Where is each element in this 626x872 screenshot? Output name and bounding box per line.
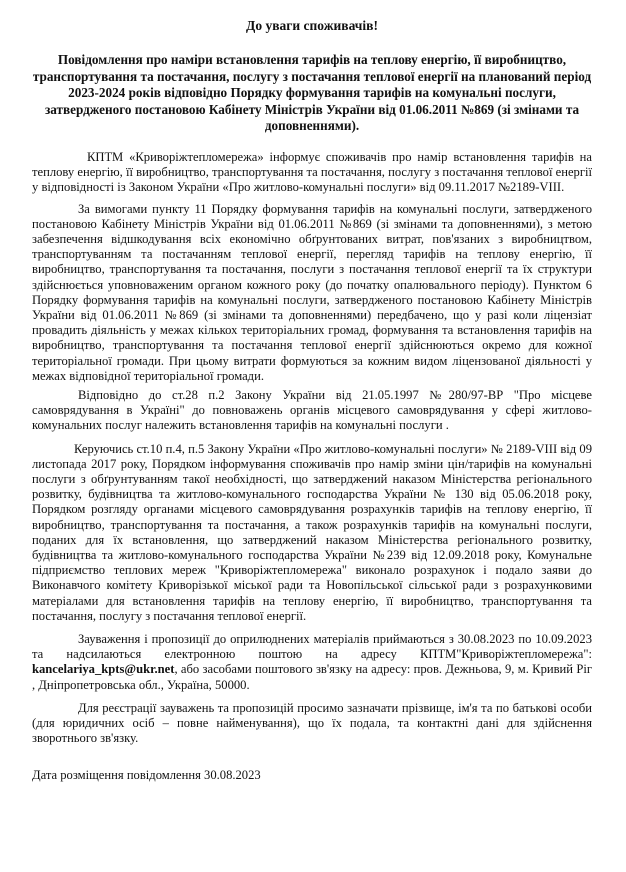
paragraph-procedure: Керуючись ст.10 п.4, п.5 Закону України «Про житлово-комунальні послуги» № 2189-VIII від 09 листопада 2017 року, Порядком інформування споживачів про намір зміни цін/тарифів на комунальні послуги з обґрунтуванням такої необхідності, що затверджений наказом Міністерства регіонального розвитку, будівництва та житлово-комунального господарства України № 130 від 05.06.2018 року, Порядком розгляду органами місцевого самоврядування розрахунків тарифів на теплову енергію, її виробництво, транспортування та постачання, а також розрахунків тарифів на комунальні послуги, поданих для їх встановлення, що затверджений наказом Міністерства регіонального розвитку, будівництва та житлово-комунального господарства України №239 від 12.09.2018 року, Комунальне підприємство теплових мереж "Криворіжтепломережа" виконало розрахунок і подало заяви до Виконавчого комітету Криворізької міської ради та Новопільської сільської ради з розрахунковими матеріалами для встановлення тарифів на теплову енергію, її виробництво, транспортування та постачання, послугу з постачання теплової енергії. xyxy=(32,441,592,623)
comments-text-before: Зауваження і пропозиції до оприлюднених матеріалів приймаються з 30.08.2023 по 10.09.2023 та надсилаються електронною поштою на адресу КПТМ"Криворіжтепломережа": xyxy=(32,632,592,662)
paragraph-comments xyxy=(32,632,592,693)
contact-email[interactable]: kancelariya_kpts@ukr.net xyxy=(32,662,175,677)
notice-heading: Повідомлення про наміри встановлення тарифів на теплову енергію, її виробництво, транспортування та постачання, послугу з постачання теплової енергії на планований період 2023-2024 років відповідно Порядку формування тарифів на комунальні послуги, затвердженого постановою Кабінету Міністрів України від 01.06.2011 №869 (зі змінами та доповненнями). xyxy=(32,52,592,134)
paragraph-intro: КПТМ «Криворіжтепломережа» інформує споживачів про намір встановлення тарифів на теплову енергію, її виробництво, транспортування та постачання, послугу з постачання теплової енергії у відповідності із Законом України «Про житлово-комунальні послуги» від 09.11.2017 №2189-VIII. xyxy=(32,149,592,195)
paragraph-law-reference: Відповідно до ст.28 п.2 Закону України від 21.05.1997 №280/97-ВР "Про місцеве самоврядування в Україні" до повноважень органів місцевого самоврядування у сфері житлово-комунальних послуг належить встановлення тарифів на комунальні послуги . xyxy=(32,388,592,433)
comments-text-after: , або засобами поштового зв'язку на адресу: пров. Дежньова, 9, м. Кривий Ріг , Дніпропетровська обл., Україна, 50000. xyxy=(32,662,592,692)
notice-title: До уваги споживачів! xyxy=(246,18,378,33)
paragraph-requirements: За вимогами пункту 11 Порядку формування тарифів на комунальні послуги, затвердженого постановою Кабінету Міністрів України від 01.06.2011 №869 (зі змінами та доповненнями), з метою забезпечення відшкодування всіх економічно обґрунтованих витрат, пов'язаних з виробництвом, транспортуванням та постачанням теплової енергії, перегляд тарифів на теплову енергію, її виробництво, транспортування та постачання, послуги з постачання теплової енергії та їх структури здійснюється уповноваженим органом кожного року (до початку опалювального періоду). Пунктом 6 Порядку формування тарифів на комунальні послуги, затвердженого постановою Кабінету Міністрів України від 01.06.2011 №869 (зі змінами та доповненнями) передбачено, що у разі коли ліцензіат провадить діяльність у межах кількох територіальних громад, формування та встановлення тарифів на виробництво, транспортування та постачання теплової енергії здійснюються окремо для кожної територіальної громади. При цьому витрати формуються за кожним видом ліцензованої діяльності у межах відповідної територіальної громади. xyxy=(32,201,592,383)
publication-date: Дата розміщення повідомлення 30.08.2023 xyxy=(32,768,261,783)
paragraph-registration: Для реєстрації зауважень та пропозицій просимо зазначати прізвище, ім'я та по батькові особи (для юридичних осіб – повне найменування), що їх подала, та контактні дані для здійснення зворотнього зв'язку. xyxy=(32,700,592,746)
